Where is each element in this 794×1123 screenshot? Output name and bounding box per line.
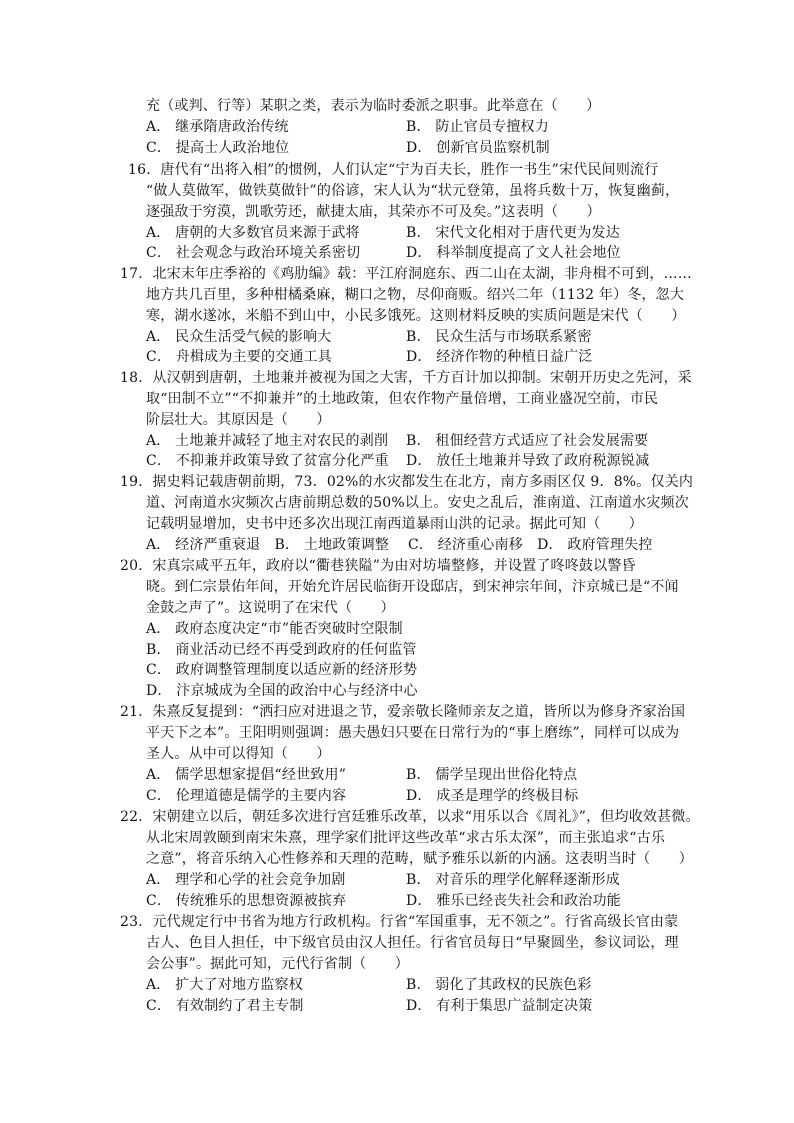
question-18-line-2: 取“田制不立”“不抑兼并”的土地政策，但农作物产量倍增，工商业盛况空前，市民 (146, 391, 659, 407)
question-23-line-1: 23．元代规定行中书省为地方行政机构。行省“军国重事，无不领之”。行省高级长官由蒙 (120, 914, 679, 930)
option-d[interactable]: D． 汴京城成为全国的政治中心与经济中心 (146, 683, 418, 699)
option-b[interactable]: B． 民众生活与市场联系紧密 (406, 329, 592, 345)
option-d[interactable]: D． 科举制度提高了文人社会地位 (406, 245, 621, 261)
option-d[interactable]: D． 放任土地兼并导致了政府税源锐减 (406, 453, 650, 469)
question-22-line-2: 从北宋周敦颐到南宋朱熹，理学家们批评这些改革“求古乐太深”，而主张追求“古乐 (146, 830, 666, 846)
option-c[interactable]: C． 提高士人政治地位 (146, 140, 290, 156)
option-c[interactable]: C． 有效制约了君主专制 (146, 998, 304, 1014)
question-19-line-2: 道、河南道水灾频次占唐前期总数的50%以上。安史之乱后，淮南道、江南道水灾频次 (146, 495, 689, 511)
option-d[interactable]: D． 雅乐已经丧失社会和政治功能 (406, 893, 621, 909)
option-b[interactable]: B． 儒学呈现出世俗化特点 (406, 767, 578, 783)
question-18-line-1: 18．从汉朝到唐朝，土地兼并被视为国之大害，千方百计加以抑制。宋朝开历史之先河，采 (120, 370, 693, 386)
option-b[interactable]: B． 对音乐的理学化解释逐渐形成 (406, 872, 620, 888)
option-a[interactable]: A． 儒学思想家提倡“经世致用” (146, 767, 347, 783)
question-18-line-3: 阶层壮大。其原因是（ ） (146, 412, 331, 428)
option-a[interactable]: A． 唐朝的大多数官员来源于武将 (146, 225, 360, 241)
option-d[interactable]: D． 成圣是理学的终极目标 (406, 788, 579, 804)
option-d[interactable]: D． 创新官员监察机制 (406, 140, 550, 156)
question-21-line-2: 平天下之本”。王阳明则强调：愚夫愚妇只要在日常行为的“事上磨练”，同样可以成为 (146, 725, 680, 741)
option-b[interactable]: B． 商业活动已经不再受到政府的任何监管 (146, 642, 417, 658)
question-15-line-1: 充（或判、行等）某职之类，表示为临时委派之职事。此举意在（ ） (146, 98, 601, 114)
option-a[interactable]: A． 民众生活受气候的影响大 (146, 329, 332, 345)
question-17-line-1: 17．北宋末年庄季裕的《鸡肋编》载：平江府洞庭东、西二山在太湖，非舟楫不可到，…… (120, 266, 693, 282)
question-17-line-2: 地方共几百里，多种柑橘桑麻，糊口之物，尽仰商贩。绍兴二年（1132 年）冬，忽大 (146, 287, 685, 303)
option-b[interactable]: B． 宋代文化相对于唐代更为发达 (406, 225, 620, 241)
option-a[interactable]: A． 土地兼并减轻了地主对农民的剥削 (146, 433, 389, 449)
option-a[interactable]: A． 继承隋唐政治传统 (146, 119, 289, 135)
question-16-line-1: 16．唐代有“出将入相”的惯例，人们认定“宁为百夫长，胜作一书生”宋代民间则流行 (128, 162, 659, 178)
option-c[interactable]: C． 政府调整管理制度以适应新的经济形势 (146, 662, 418, 678)
option-c[interactable]: C． 不抑兼并政策导致了贫富分化严重 (146, 453, 389, 469)
question-20-line-1: 20．宋真宗咸平五年，政府以“衢巷狭隘”为由对坊墙整修，并设置了咚咚鼓以警昏 (120, 558, 636, 574)
question-22-line-3: 之意”，将音乐纳入心性修养和天理的范畴，赋予雅乐以新的内涵。这表明当时（ ） (146, 851, 693, 867)
question-16-line-2: “做人莫做军，做铁莫做针”的俗谚，宋人认为“状元登第，虽将兵数十万，恢复幽蓟， (146, 183, 680, 199)
option-b[interactable]: B． 租佃经营方式适应了社会发展需要 (406, 433, 649, 449)
question-23-line-3: 会公事”。据此可知，元代行省制（ ） (146, 956, 409, 972)
options-row[interactable]: A． 经济严重衰退 B． 土地政策调整 C． 经济重心南移 D． 政府管理失控 (146, 537, 653, 553)
option-b[interactable]: B． 弱化了其政权的民族色彩 (406, 977, 592, 993)
option-c[interactable]: C． 社会观念与政治环境关系密切 (146, 245, 361, 261)
option-c[interactable]: C． 舟楫成为主要的交通工具 (146, 349, 332, 365)
question-19-line-1: 19．据史料记载唐朝前期，73．02%的水灾都发生在北方，南方多雨区仅 9．8%。仅关内 (120, 474, 694, 490)
option-d[interactable]: D． 经济作物的种植日益广泛 (406, 349, 593, 365)
question-20-line-3: 金鼓之声了”。这说明了在宋代（ ） (146, 600, 395, 616)
question-17-line-3: 寒，湖水遂冰，米船不到山中，小民多饿死。这则材料反映的实质问题是宋代（ ） (146, 308, 686, 324)
question-23-line-2: 古人、色目人担任，中下级官员由汉人担任。行省官员每日“早聚圆坐，参议词讼，理 (146, 935, 679, 951)
option-a[interactable]: A． 扩大了对地方监察权 (146, 977, 303, 993)
question-19-line-3: 记载明显增加，史书中还多次出现江南西道暴雨山洪的记录。据此可知（ ） (146, 516, 643, 532)
option-d[interactable]: D． 有利于集思广益制定决策 (406, 998, 593, 1014)
option-a[interactable]: A． 政府态度决定“市”能否突破时空限制 (146, 621, 403, 637)
option-a[interactable]: A． 理学和心学的社会竞争加剧 (146, 872, 346, 888)
question-21-line-1: 21．朱熹反复提到：“洒扫应对进退之节，爱亲敬长隆师亲友之道，皆所以为修身齐家治国 (120, 704, 686, 720)
option-c[interactable]: C． 伦理道德是儒学的主要内容 (146, 788, 347, 804)
question-16-line-3: 逐强敌于穷漠，凯歌劳还，献捷太庙，其荣亦不可及矣。”这表明（ ） (146, 204, 601, 220)
question-22-line-1: 22．宋朝建立以后，朝廷多次进行宫廷雅乐改革，以求“用乐以合《周礼》”，但均收效甚微。 (120, 809, 700, 825)
question-20-line-2: 晓。到仁宗景佑年间，开始允许居民临街开设邸店，到宋神宗年间，汴京城已是“不闻 (146, 579, 679, 595)
option-b[interactable]: B． 防止官员专擅权力 (406, 119, 549, 135)
option-c[interactable]: C． 传统雅乐的思想资源被摈弃 (146, 893, 347, 909)
question-21-line-3: 圣人。从中可以得知（ ） (146, 746, 331, 762)
